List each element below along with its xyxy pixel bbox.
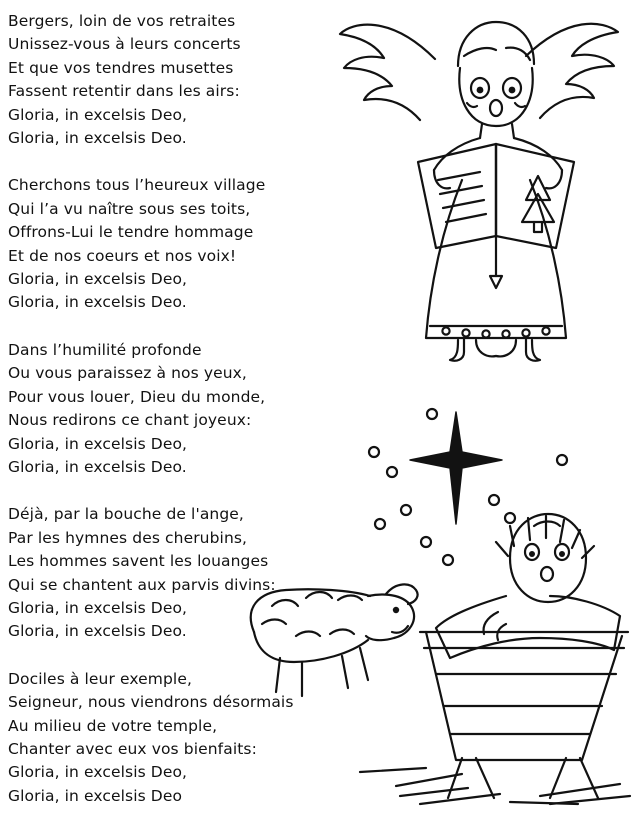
lyric-line: Chanter avec eux vos bienfaits: bbox=[8, 739, 257, 758]
stanza bbox=[8, 174, 348, 314]
lyric-line: Et que vos tendres musettes bbox=[8, 58, 234, 77]
lyric-line: Gloria, in excelsis Deo. bbox=[8, 457, 187, 476]
lyric-line: Gloria, in excelsis Deo. bbox=[8, 129, 187, 148]
lyric-line: Au milieu de votre temple, bbox=[8, 716, 218, 735]
angel-reading-songbook-illustration bbox=[330, 4, 640, 374]
lyric-line: Gloria, in excelsis Deo, bbox=[8, 763, 188, 782]
lyric-line: Gloria, in excelsis Deo. bbox=[8, 622, 187, 641]
lyric-line: Qui l’a vu naître sous ses toits, bbox=[8, 199, 251, 218]
lyric-line: Ou vous paraissez à nos yeux, bbox=[8, 364, 247, 383]
lyric-line: Qui se chantent aux parvis divins: bbox=[8, 575, 276, 594]
lyric-line: Gloria, in excelsis Deo, bbox=[8, 270, 188, 289]
lyric-line: Cherchons tous l’heureux village bbox=[8, 176, 266, 195]
lyric-line: Gloria, in excelsis Deo bbox=[8, 786, 183, 805]
lyric-line: Les hommes savent les louanges bbox=[8, 552, 269, 571]
lyric-line: Et de nos coeurs et nos voix! bbox=[8, 246, 237, 265]
lyric-line: Unissez-vous à leurs concerts bbox=[8, 35, 241, 54]
lyric-line: Nous redirons ce chant joyeux: bbox=[8, 411, 252, 430]
lyric-line: Dans l’humilité profonde bbox=[8, 340, 202, 359]
lyric-line: Pour vous louer, Dieu du monde, bbox=[8, 387, 266, 406]
lyric-line: Gloria, in excelsis Deo, bbox=[8, 105, 188, 124]
lyric-line: Déjà, par la bouche de l'ange, bbox=[8, 505, 244, 524]
lyric-line: Seigneur, nous viendrons désormais bbox=[8, 693, 294, 712]
lyric-line: Gloria, in excelsis Deo, bbox=[8, 598, 188, 617]
lyric-line: Offrons-Lui le tendre hommage bbox=[8, 223, 254, 242]
lyric-line: Par les hymnes des cherubins, bbox=[8, 528, 248, 547]
lyric-line: Bergers, loin de vos retraites bbox=[8, 12, 236, 30]
lyric-line: Gloria, in excelsis Deo, bbox=[8, 434, 188, 453]
baby-jesus-in-manger-illustration bbox=[210, 400, 642, 812]
lyric-line: Fassent retentir dans les airs: bbox=[8, 82, 240, 101]
lyric-line: Gloria, in excelsis Deo. bbox=[8, 293, 187, 312]
lyric-line: Dociles à leur exemple, bbox=[8, 669, 192, 688]
stanza bbox=[8, 10, 348, 150]
